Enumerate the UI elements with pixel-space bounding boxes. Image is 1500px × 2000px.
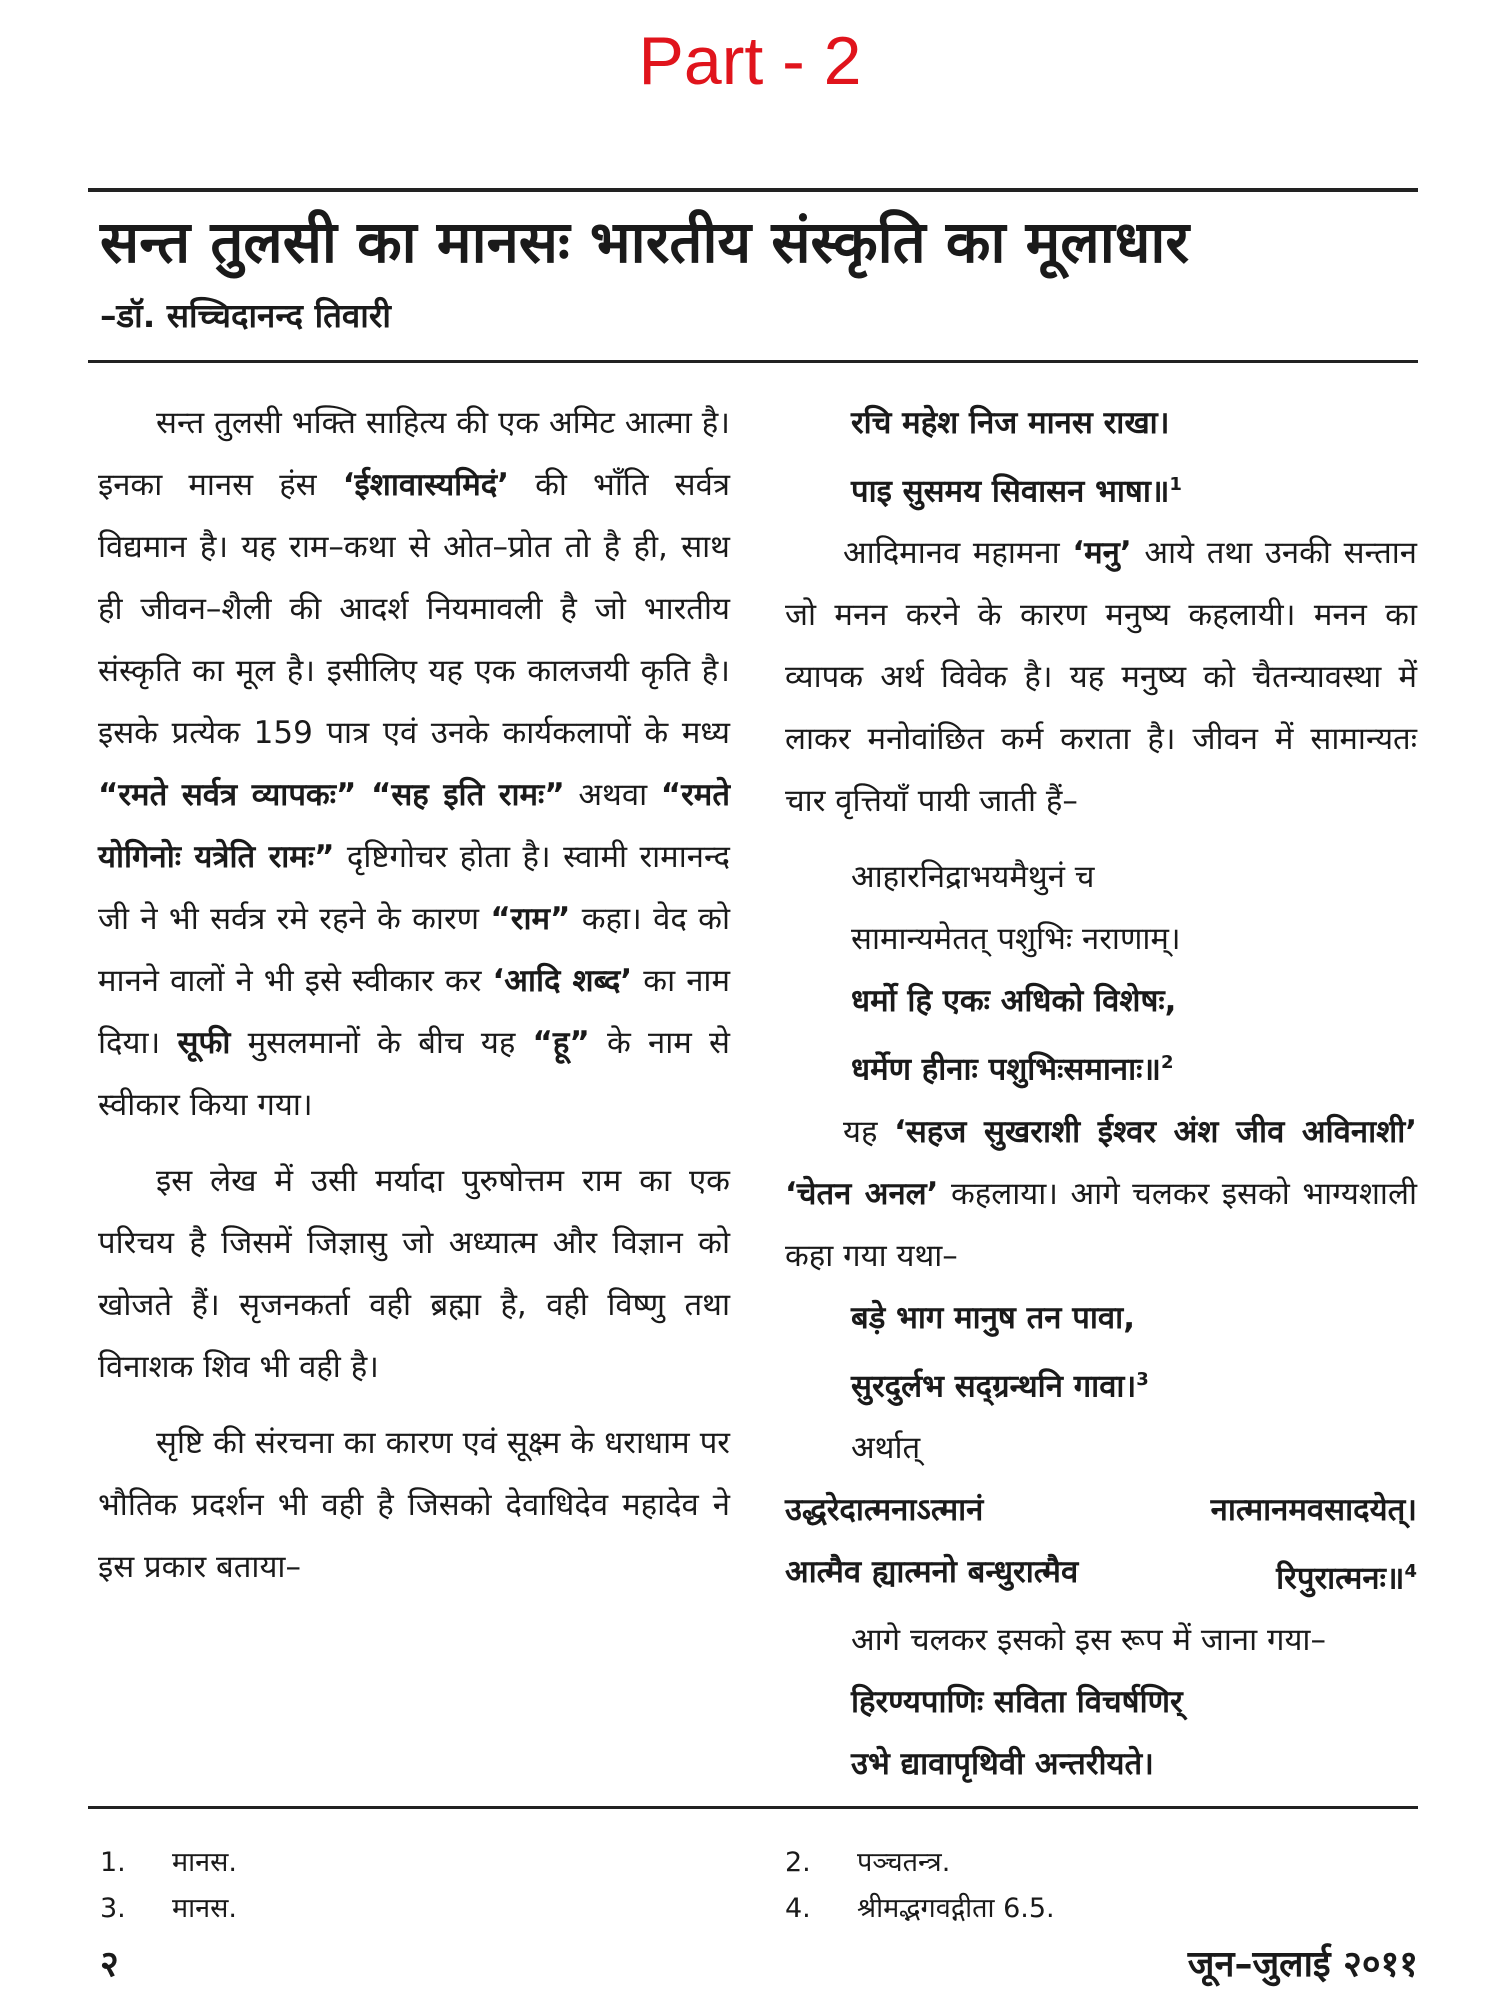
right-paragraph-3: आगे चलकर इसको इस रूप में जाना गया– xyxy=(851,1622,1326,1659)
footnote-ref-3: 3 xyxy=(1136,1368,1149,1390)
verse-3-line-1: बड़े भाग मानुष तन पावा, xyxy=(851,1299,1135,1336)
emphasis: “रमते योगिनोः यत्रेति रामः” xyxy=(98,777,730,875)
footnote-number: 3. xyxy=(100,1893,126,1924)
verse-5-line-2: उभे द्यावापृथिवी अन्तरीयते। xyxy=(851,1746,1154,1783)
gita-text: उद्धरेदात्मनाऽत्मानं xyxy=(785,1491,984,1528)
emphasis: “राम” xyxy=(490,901,571,937)
footnote-3 xyxy=(100,1888,237,1925)
text: कहलाया। आगे चलकर इसको भाग्यशाली कहा गया यथा– xyxy=(785,1175,1417,1274)
top-rule xyxy=(88,188,1418,192)
gita-line-2 xyxy=(785,1541,1417,1609)
footnote-ref-4: 4 xyxy=(1404,1560,1417,1582)
footnote-number: 4. xyxy=(785,1893,811,1924)
page-number: २ xyxy=(100,1944,119,1985)
verse-2-line-1: आहारनिद्राभयमैथुनं च xyxy=(851,859,1095,896)
text: कहा। वेद को मानने वालों ने भी इसे स्वीकार कर xyxy=(98,901,730,999)
verse-2-line-3: धर्मो हि एकः अधिको विशेषः, xyxy=(851,983,1177,1020)
article-title: सन्त तुलसी का मानसः भारतीय संस्कृति का मूलाधार xyxy=(100,208,1190,276)
text: यह xyxy=(843,1113,895,1150)
footnote-text: पञ्चतन्त्र. xyxy=(857,1847,951,1878)
emphasis: “रमते सर्वत्र व्यापकः” “सह इति रामः” xyxy=(98,777,565,813)
left-paragraph-2: इस लेख में उसी मर्यादा पुरुषोत्तम राम का एक परिचय है जिसमें जिज्ञासु जो अध्यात्म और विज्ञान को खोजते हैं। सृजनकर्ता वही ब्रह्मा है, वही विष्णु तथा विनाशक शिव भी वही है। xyxy=(98,1163,730,1385)
footnote-ref-2: 2 xyxy=(1160,1052,1174,1074)
part-banner: Part - 2 xyxy=(638,23,862,99)
verse-text: सुरदुर्लभ सद्ग्रन्थनि गावा। xyxy=(851,1367,1137,1404)
text: के नाम से स्वीकार किया गया। xyxy=(98,1025,730,1123)
verse-1-line-2 xyxy=(785,454,1417,522)
text: दृष्टिगोचर होता है। स्वामी रामानन्द जी ने भी सर्वत्र रमे रहने के कारण xyxy=(98,839,730,937)
footnote-number: 1. xyxy=(100,1847,126,1878)
footnote-rule xyxy=(88,1806,1418,1809)
emphasis: ‘सहज सुखराशी ईश्वर अंश जीव अविनाशी’ ‘चेतन अनल’ xyxy=(785,1113,1418,1212)
text: आये तथा उनकी सन्तान जो मनन करने के कारण मनुष्य कहलायी। मनन का व्यापक अर्थ विवेक है। यह मनुष्य को चैतन्यावस्था में लाकर मनोवांछित कर्म कराता है। जीवन में सामान्यतः चार वृत्तियाँ पायी जाती हैं– xyxy=(785,535,1418,820)
gita-text: नात्मानमवसादयेत्। xyxy=(1210,1491,1417,1528)
text: का नाम दिया। xyxy=(98,963,730,1061)
arthat: अर्थात् xyxy=(851,1429,921,1466)
left-column xyxy=(98,392,730,1598)
gita-text: रिपुरात्मनः॥ xyxy=(1276,1560,1405,1597)
header-rule xyxy=(88,360,1418,363)
footnote-ref-1: 1 xyxy=(1169,474,1182,495)
footnote-4 xyxy=(785,1888,1055,1925)
issue-date: जून–जुलाई २०११ xyxy=(1187,1944,1418,1985)
gita-text: आत्मैव ह्यात्मनो बन्धुरात्मैव xyxy=(785,1553,1079,1590)
right-paragraph-2 xyxy=(785,1101,1417,1287)
emphasis: ‘आदि शब्द’ xyxy=(492,963,633,999)
verse-text: धर्मेण हीनाः पशुभिःसमानाः॥ xyxy=(851,1051,1161,1088)
gita-line-1 xyxy=(785,1479,1417,1541)
footnote-1 xyxy=(100,1842,237,1879)
footnote-text: मानस. xyxy=(172,1893,237,1924)
verse-2-line-2: सामान्यमेतत् पशुभिः नराणाम्। xyxy=(851,921,1181,958)
left-paragraph-3: सृष्टि की संरचना का कारण एवं सूक्ष्म के धराधाम पर भौतिक प्रदर्शन भी वही है जिसको देवाधिदेव महादेव ने इस प्रकार बताया– xyxy=(98,1425,730,1585)
verse-text: पाइ सुसमय सिवासन भाषा॥ xyxy=(851,473,1170,510)
verse-3-line-2 xyxy=(785,1349,1417,1417)
article-author: –डॉ. सच्चिदानन्द तिवारी xyxy=(100,296,391,335)
gita-end xyxy=(1276,1541,1417,1609)
emphasis: ‘मनु’ xyxy=(1072,535,1132,572)
footnote-number: 2. xyxy=(785,1847,811,1878)
text: आदिमानव महामना xyxy=(843,535,1073,572)
verse-2-line-4 xyxy=(785,1032,1417,1100)
text: अथवा xyxy=(564,777,661,813)
footnote-text: श्रीमद्भगवद्गीता 6.5. xyxy=(857,1893,1055,1924)
footnote-2 xyxy=(785,1842,950,1879)
right-paragraph-1 xyxy=(785,522,1417,832)
text: मुसलमानों के बीच यह xyxy=(230,1025,533,1061)
footnote-text: मानस. xyxy=(172,1847,237,1878)
text: की भाँति सर्वत्र विद्यमान है। यह राम–कथा से ओत–प्रोत तो है ही, साथ ही जीवन–शैली की आदर्श नियमावली है जो भारतीय संस्कृति का मूल है। इसीलिए यह एक कालजयी कृति है। इसके प्रत्येक 159 पात्र एवं उनके कार्यकलापों के मध्य xyxy=(98,467,730,751)
right-column xyxy=(785,392,1417,1795)
emphasis: ‘ईशावास्यमिदं’ xyxy=(342,467,509,503)
verse-5-line-1: हिरण्यपाणिः सविता विचर्षणिर् xyxy=(851,1684,1183,1721)
emphasis: सूफी xyxy=(177,1025,231,1061)
text: सन्त तुलसी भक्ति साहित्य की एक अमिट आत्मा है। इनका मानस हंस xyxy=(98,405,730,503)
left-paragraph-1 xyxy=(98,392,730,1136)
verse-1-line-1: रचि महेश निज मानस राखा। xyxy=(851,405,1170,441)
emphasis: “हू” xyxy=(532,1025,590,1061)
